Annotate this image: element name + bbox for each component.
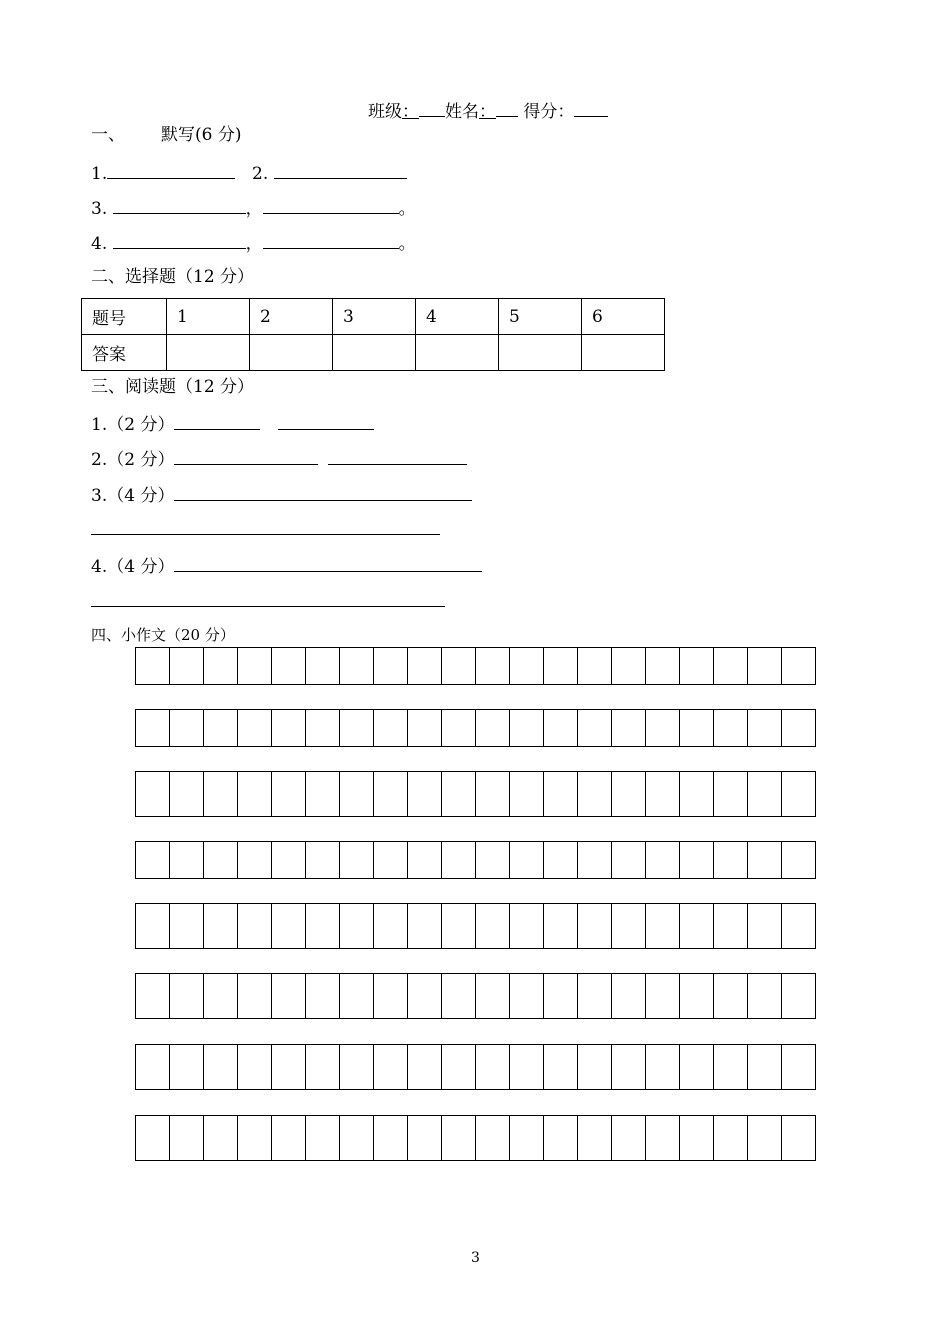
answer-cell[interactable] <box>333 335 416 371</box>
q3-period: 。 <box>398 199 416 219</box>
grid-cell[interactable] <box>442 973 476 1019</box>
grid-cell[interactable] <box>238 709 272 747</box>
grid-cell[interactable] <box>578 647 612 685</box>
table-row <box>82 335 665 371</box>
grid-cell[interactable] <box>578 1044 612 1090</box>
grid-cell[interactable] <box>238 973 272 1019</box>
grid-cell[interactable] <box>204 709 238 747</box>
section3-heading: 三、阅读题（12 分） <box>91 377 255 397</box>
grid-cell[interactable] <box>748 973 782 1019</box>
page-number: 3 <box>471 1250 480 1266</box>
grid-cell[interactable] <box>680 973 714 1019</box>
grid-cell[interactable] <box>476 1044 510 1090</box>
grid-cell[interactable] <box>374 709 408 747</box>
answer-cell[interactable] <box>416 335 499 371</box>
table-header-cell: 题号 <box>82 299 167 335</box>
r4-blank[interactable] <box>174 555 482 572</box>
grid-cell[interactable] <box>646 973 680 1019</box>
grid-cell[interactable] <box>680 771 714 817</box>
grid-cell[interactable] <box>544 973 578 1019</box>
q3-label: 3. <box>91 199 108 219</box>
grid-row <box>135 1044 816 1090</box>
grid-cell[interactable] <box>408 709 442 747</box>
q4-comma: ， <box>245 234 263 254</box>
grid-cell[interactable] <box>340 903 374 949</box>
table-number-cell: 3 <box>333 299 416 335</box>
table-number-cell: 5 <box>499 299 582 335</box>
grid-cell[interactable] <box>578 973 612 1019</box>
section3-row4 <box>91 555 482 577</box>
grid-cell[interactable] <box>408 771 442 817</box>
grid-cell[interactable] <box>714 709 748 747</box>
grid-cell[interactable] <box>680 903 714 949</box>
grid-cell[interactable] <box>476 1115 510 1161</box>
grid-cell[interactable] <box>646 903 680 949</box>
grid-cell[interactable] <box>442 1044 476 1090</box>
score-label: 得分 <box>523 102 558 122</box>
r1-blank-a[interactable] <box>174 413 260 430</box>
grid-cell[interactable] <box>544 841 578 879</box>
grid-cell[interactable] <box>136 647 170 685</box>
grid-cell[interactable] <box>272 1044 306 1090</box>
class-colon: ： <box>402 102 419 122</box>
answer-cell[interactable] <box>250 335 333 371</box>
grid-cell[interactable] <box>578 1115 612 1161</box>
grid-cell[interactable] <box>408 647 442 685</box>
answer-cell[interactable] <box>582 335 665 371</box>
grid-cell[interactable] <box>204 903 238 949</box>
grid-cell[interactable] <box>340 709 374 747</box>
q2-label: 2. <box>252 164 269 184</box>
r1-blank-b[interactable] <box>278 413 374 430</box>
grid-cell[interactable] <box>340 647 374 685</box>
grid-row <box>135 647 816 685</box>
grid-cell[interactable] <box>646 841 680 879</box>
grid-cell[interactable] <box>306 771 340 817</box>
grid-cell[interactable] <box>272 973 306 1019</box>
grid-row <box>135 771 816 817</box>
grid-cell[interactable] <box>646 771 680 817</box>
q4-blank-a[interactable] <box>113 232 246 249</box>
grid-row <box>135 709 816 747</box>
grid-cell[interactable] <box>680 709 714 747</box>
grid-cell[interactable] <box>510 709 544 747</box>
grid-cell[interactable] <box>408 903 442 949</box>
grid-cell[interactable] <box>340 973 374 1019</box>
grid-cell[interactable] <box>714 1115 748 1161</box>
r4-label: 4.（4 分） <box>91 557 175 577</box>
grid-cell[interactable] <box>442 841 476 879</box>
grid-cell[interactable] <box>612 973 646 1019</box>
grid-cell[interactable] <box>272 771 306 817</box>
q3-comma: ， <box>245 199 263 219</box>
grid-cell[interactable] <box>408 973 442 1019</box>
table-number-cell: 6 <box>582 299 665 335</box>
answer-table <box>81 298 665 371</box>
grid-cell[interactable] <box>646 709 680 747</box>
grid-row <box>135 973 816 1019</box>
section3-row2 <box>91 448 467 470</box>
grid-cell[interactable] <box>136 973 170 1019</box>
grid-cell[interactable] <box>748 841 782 879</box>
grid-cell[interactable] <box>510 771 544 817</box>
grid-cell[interactable] <box>374 1115 408 1161</box>
r2-blank-b[interactable] <box>328 448 467 465</box>
grid-cell[interactable] <box>782 771 816 817</box>
score-colon: ： <box>557 102 575 122</box>
section4-heading: 四、小作文（20 分） <box>91 626 235 644</box>
grid-cell[interactable] <box>578 709 612 747</box>
grid-cell[interactable] <box>476 903 510 949</box>
section1-row1 <box>91 162 407 184</box>
grid-cell[interactable] <box>578 771 612 817</box>
grid-cell[interactable] <box>442 903 476 949</box>
grid-cell[interactable] <box>170 1044 204 1090</box>
q4-blank-b[interactable] <box>263 232 399 249</box>
table-row <box>82 299 665 335</box>
grid-cell[interactable] <box>714 841 748 879</box>
grid-cell[interactable] <box>748 709 782 747</box>
grid-cell[interactable] <box>476 841 510 879</box>
grid-cell[interactable] <box>748 771 782 817</box>
grid-cell[interactable] <box>680 647 714 685</box>
class-label: 班级 <box>368 102 402 122</box>
grid-cell[interactable] <box>136 1115 170 1161</box>
grid-row <box>135 1115 816 1161</box>
grid-cell[interactable] <box>170 973 204 1019</box>
grid-cell[interactable] <box>612 1044 646 1090</box>
grid-cell[interactable] <box>544 771 578 817</box>
grid-cell[interactable] <box>408 1044 442 1090</box>
grid-cell[interactable] <box>170 647 204 685</box>
section1-row3 <box>91 232 416 254</box>
section1-number: 一、 <box>91 125 125 145</box>
header-line <box>368 100 608 122</box>
grid-cell[interactable] <box>714 973 748 1019</box>
grid-cell[interactable] <box>476 647 510 685</box>
name-blank[interactable] <box>496 100 518 117</box>
grid-cell[interactable] <box>646 647 680 685</box>
grid-cell[interactable] <box>374 647 408 685</box>
grid-cell[interactable] <box>748 1115 782 1161</box>
score-blank[interactable] <box>574 100 608 117</box>
grid-cell[interactable] <box>782 1044 816 1090</box>
q4-period: 。 <box>398 234 416 254</box>
grid-cell[interactable] <box>408 1115 442 1161</box>
grid-cell[interactable] <box>544 709 578 747</box>
name-label: 姓名 <box>445 102 479 122</box>
grid-cell[interactable] <box>714 903 748 949</box>
section2-heading: 二、选择题（12 分） <box>91 267 255 287</box>
grid-cell[interactable] <box>782 903 816 949</box>
q1-label: 1. <box>91 164 108 184</box>
r4-continuation-line[interactable] <box>91 606 445 607</box>
grid-cell[interactable] <box>544 1044 578 1090</box>
grid-cell[interactable] <box>306 903 340 949</box>
grid-cell[interactable] <box>680 841 714 879</box>
grid-cell[interactable] <box>204 841 238 879</box>
grid-cell[interactable] <box>612 1115 646 1161</box>
grid-cell[interactable] <box>612 841 646 879</box>
grid-cell[interactable] <box>612 709 646 747</box>
section1-row2 <box>91 197 416 219</box>
grid-cell[interactable] <box>170 903 204 949</box>
grid-cell[interactable] <box>782 647 816 685</box>
grid-cell[interactable] <box>204 647 238 685</box>
grid-cell[interactable] <box>238 771 272 817</box>
section1-title: 默写(6 分) <box>161 125 242 145</box>
grid-cell[interactable] <box>306 841 340 879</box>
section3-row1 <box>91 413 374 435</box>
grid-cell[interactable] <box>782 841 816 879</box>
grid-cell[interactable] <box>510 903 544 949</box>
table-number-cell: 1 <box>167 299 250 335</box>
grid-cell[interactable] <box>442 647 476 685</box>
grid-cell[interactable] <box>238 1044 272 1090</box>
grid-cell[interactable] <box>306 973 340 1019</box>
grid-cell[interactable] <box>170 1115 204 1161</box>
grid-cell[interactable] <box>340 1115 374 1161</box>
grid-cell[interactable] <box>374 903 408 949</box>
grid-cell[interactable] <box>544 1115 578 1161</box>
grid-cell[interactable] <box>374 841 408 879</box>
grid-cell[interactable] <box>238 647 272 685</box>
grid-cell[interactable] <box>612 771 646 817</box>
table-number-cell: 2 <box>250 299 333 335</box>
section3-row3 <box>91 484 472 506</box>
grid-cell[interactable] <box>374 973 408 1019</box>
grid-cell[interactable] <box>272 709 306 747</box>
grid-cell[interactable] <box>170 771 204 817</box>
grid-cell[interactable] <box>238 903 272 949</box>
grid-cell[interactable] <box>476 771 510 817</box>
grid-cell[interactable] <box>204 771 238 817</box>
grid-cell[interactable] <box>136 903 170 949</box>
grid-cell[interactable] <box>510 1115 544 1161</box>
r2-label: 2.（2 分） <box>91 450 175 470</box>
grid-cell[interactable] <box>510 973 544 1019</box>
grid-cell[interactable] <box>340 771 374 817</box>
grid-cell[interactable] <box>476 709 510 747</box>
grid-cell[interactable] <box>748 903 782 949</box>
grid-row <box>135 903 816 949</box>
grid-cell[interactable] <box>272 903 306 949</box>
grid-cell[interactable] <box>442 709 476 747</box>
grid-cell[interactable] <box>340 841 374 879</box>
answer-cell[interactable] <box>167 335 250 371</box>
grid-cell[interactable] <box>442 771 476 817</box>
grid-cell[interactable] <box>136 709 170 747</box>
grid-cell[interactable] <box>136 1044 170 1090</box>
section1-heading <box>91 125 241 145</box>
grid-cell[interactable] <box>306 1044 340 1090</box>
grid-cell[interactable] <box>272 841 306 879</box>
q2-blank[interactable] <box>274 162 407 179</box>
grid-cell[interactable] <box>680 1044 714 1090</box>
grid-cell[interactable] <box>612 647 646 685</box>
grid-cell[interactable] <box>340 1044 374 1090</box>
grid-cell[interactable] <box>306 647 340 685</box>
grid-cell[interactable] <box>204 1115 238 1161</box>
grid-cell[interactable] <box>612 903 646 949</box>
name-colon: ： <box>479 102 496 122</box>
r2-blank-a[interactable] <box>174 448 318 465</box>
q1-blank[interactable] <box>107 162 235 179</box>
grid-cell[interactable] <box>510 841 544 879</box>
r1-label: 1.（2 分） <box>91 415 175 435</box>
grid-cell[interactable] <box>204 973 238 1019</box>
grid-cell[interactable] <box>374 1044 408 1090</box>
grid-cell[interactable] <box>272 647 306 685</box>
table-answer-label: 答案 <box>82 335 167 371</box>
grid-cell[interactable] <box>748 1044 782 1090</box>
grid-cell[interactable] <box>782 973 816 1019</box>
grid-cell[interactable] <box>204 1044 238 1090</box>
grid-row <box>135 841 816 879</box>
grid-cell[interactable] <box>238 841 272 879</box>
grid-cell[interactable] <box>578 903 612 949</box>
grid-cell[interactable] <box>578 841 612 879</box>
class-blank[interactable] <box>419 100 445 117</box>
grid-cell[interactable] <box>136 771 170 817</box>
grid-cell[interactable] <box>136 841 170 879</box>
grid-cell[interactable] <box>476 973 510 1019</box>
grid-cell[interactable] <box>170 841 204 879</box>
grid-cell[interactable] <box>748 647 782 685</box>
q4-label: 4. <box>91 234 108 254</box>
grid-cell[interactable] <box>544 647 578 685</box>
grid-cell[interactable] <box>238 1115 272 1161</box>
q3-blank-b[interactable] <box>263 197 399 214</box>
q3-blank-a[interactable] <box>113 197 246 214</box>
grid-cell[interactable] <box>646 1044 680 1090</box>
r3-label: 3.（4 分） <box>91 486 175 506</box>
grid-cell[interactable] <box>170 709 204 747</box>
grid-cell[interactable] <box>714 771 748 817</box>
r3-continuation-line[interactable] <box>91 534 440 535</box>
grid-cell[interactable] <box>714 647 748 685</box>
answer-cell[interactable] <box>499 335 582 371</box>
grid-cell[interactable] <box>714 1044 748 1090</box>
grid-cell[interactable] <box>510 647 544 685</box>
grid-cell[interactable] <box>306 709 340 747</box>
r3-blank[interactable] <box>174 484 472 501</box>
grid-cell[interactable] <box>544 903 578 949</box>
grid-cell[interactable] <box>646 1115 680 1161</box>
grid-cell[interactable] <box>782 1115 816 1161</box>
grid-cell[interactable] <box>782 709 816 747</box>
grid-cell[interactable] <box>374 771 408 817</box>
grid-cell[interactable] <box>408 841 442 879</box>
table-number-cell: 4 <box>416 299 499 335</box>
grid-cell[interactable] <box>510 1044 544 1090</box>
grid-cell[interactable] <box>306 1115 340 1161</box>
grid-cell[interactable] <box>272 1115 306 1161</box>
grid-cell[interactable] <box>442 1115 476 1161</box>
grid-cell[interactable] <box>680 1115 714 1161</box>
